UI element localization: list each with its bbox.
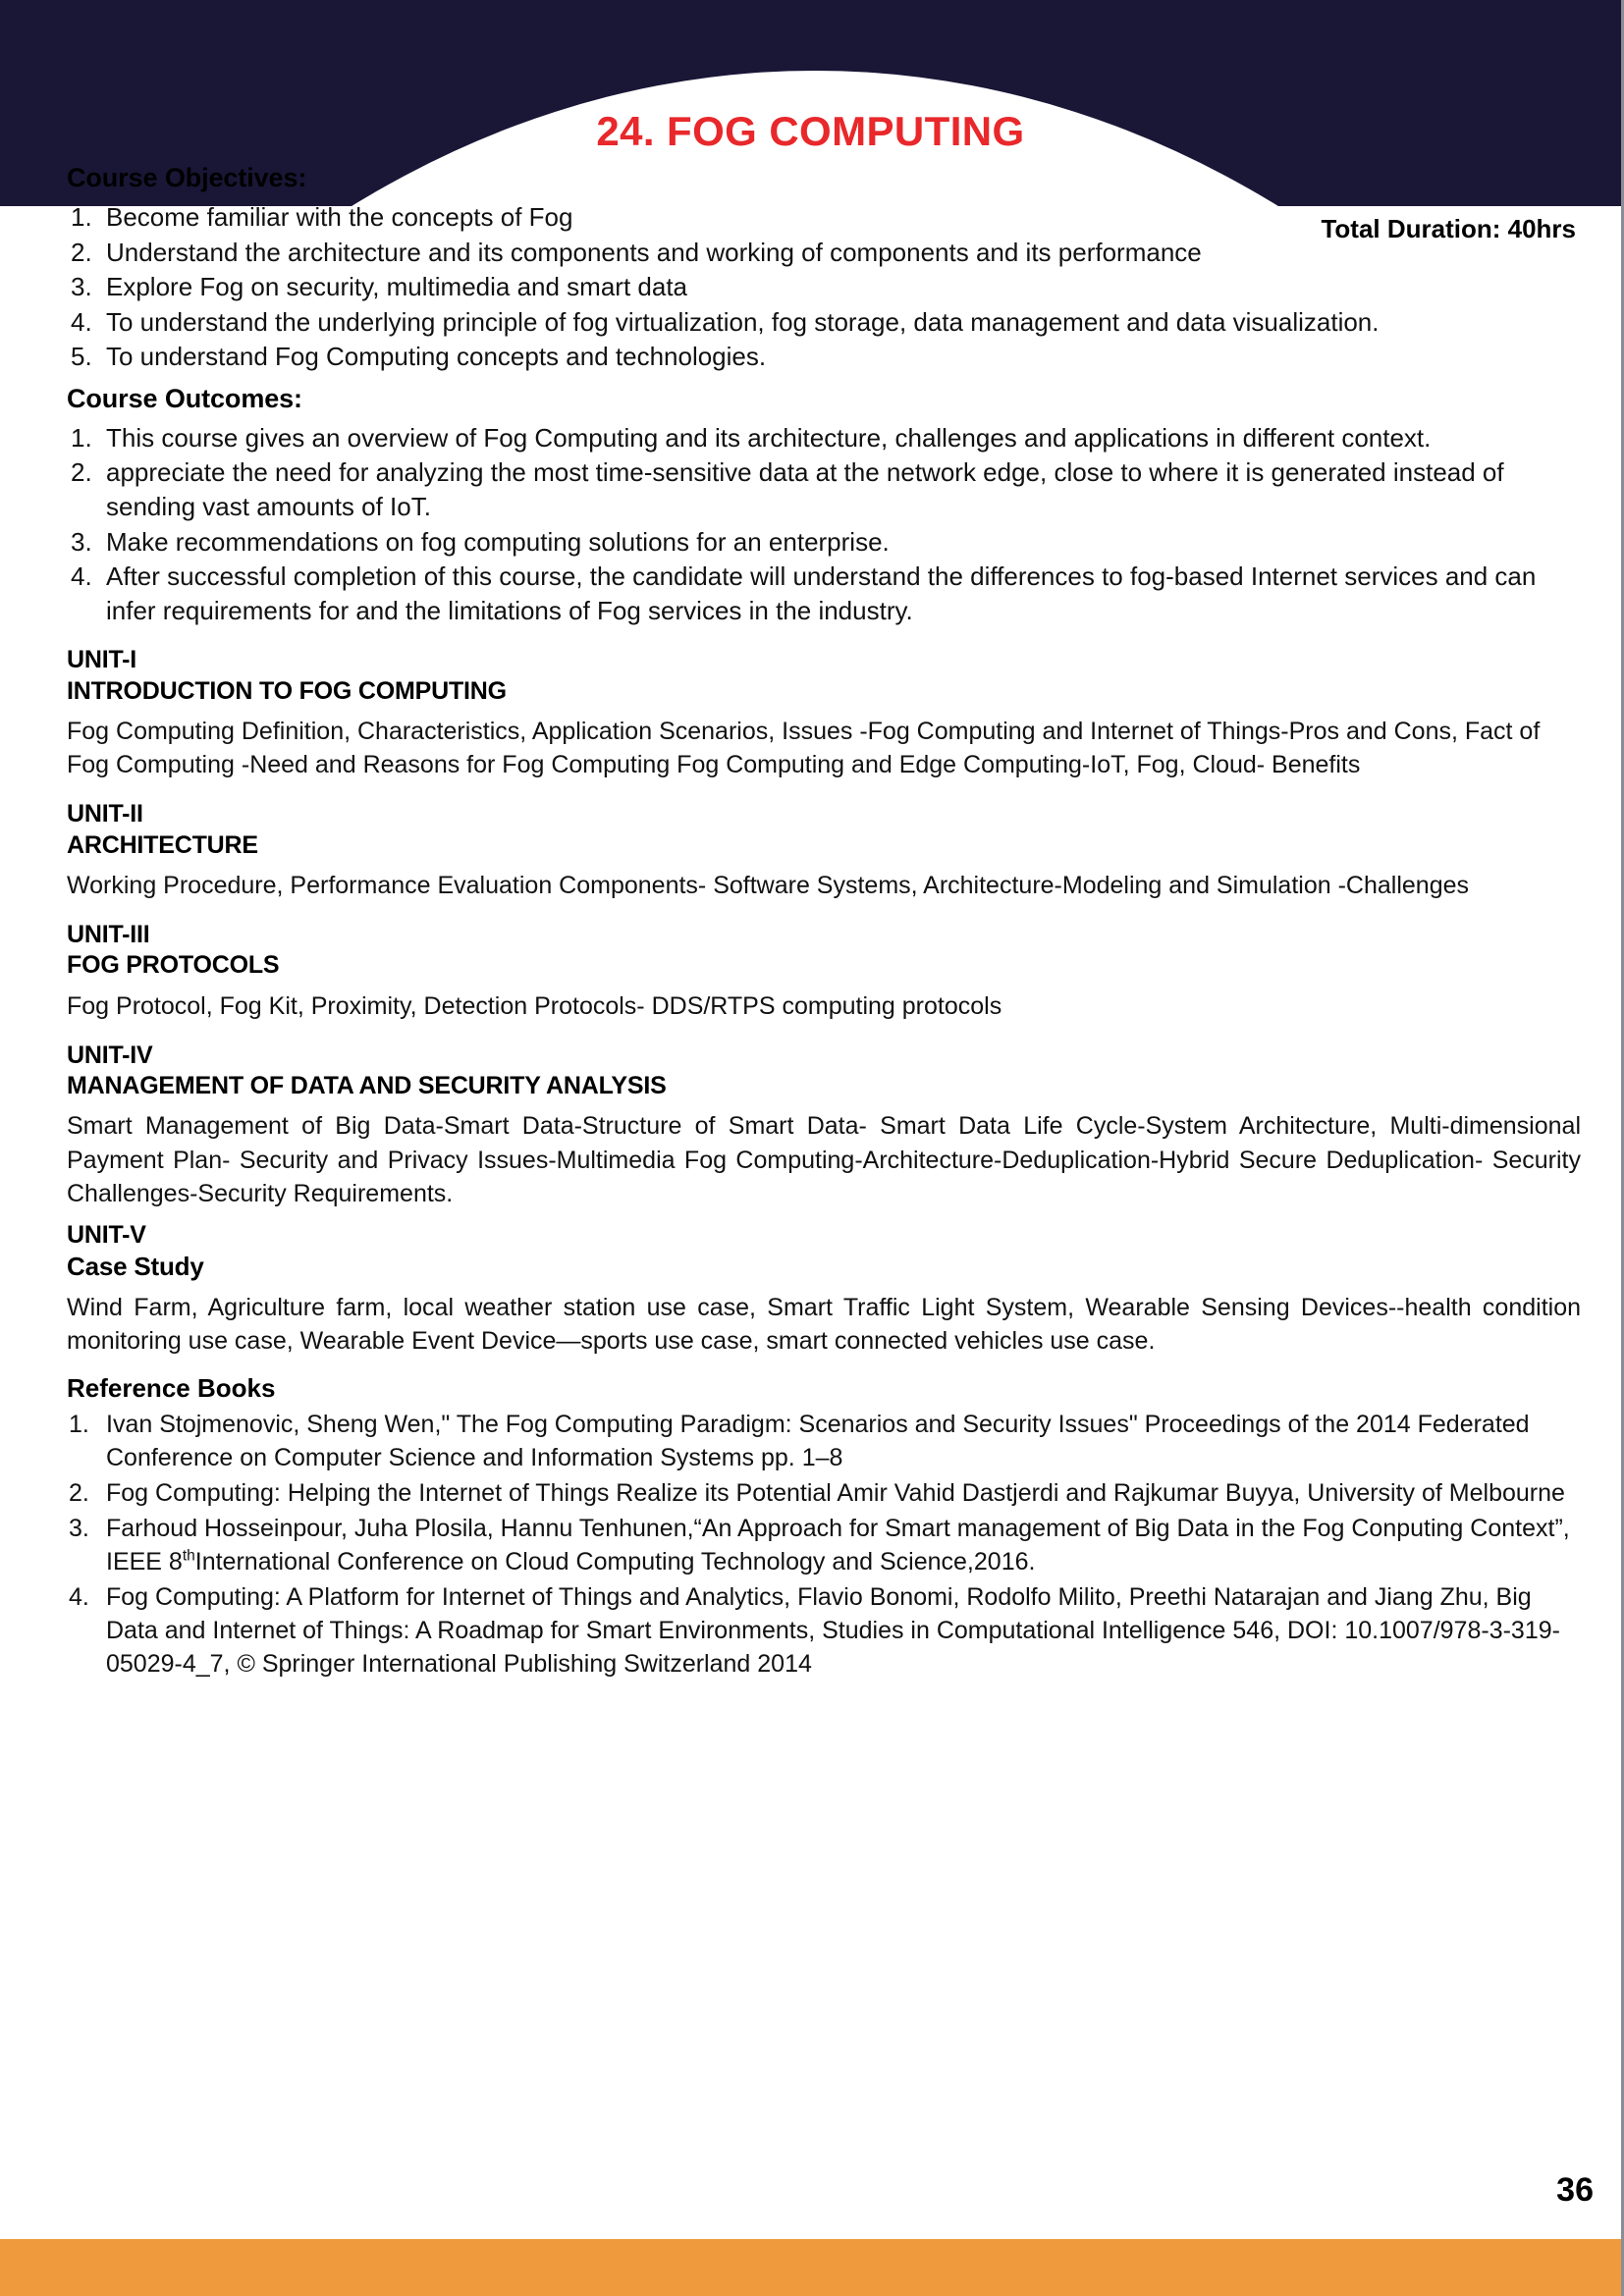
list-item-text: Ivan Stojmenovic, Sheng Wen," The Fog Computing Paradigm: Scenarios and Security Issues" Proceedings of the 2014 Federated Conference on Computer Science and Information Systems pp. 1–8 (106, 1411, 1530, 1472)
list-item-text: Understand the architecture and its components and working of components and its performance (106, 237, 1202, 267)
list-item (67, 200, 1581, 235)
unit-label: UNIT-I (67, 646, 137, 674)
list-item-number: 1. (69, 1411, 89, 1439)
unit-section-2 (67, 799, 1581, 902)
list-item (67, 236, 1581, 270)
list-item-text: To understand the underlying principle of fog virtualization, fog storage, data management and data visualization. (106, 306, 1380, 337)
list-item (67, 1408, 1581, 1474)
unit-body-text: Working Procedure, Performance Evaluation Components- Software Systems, Architecture-Modeling and Simulation -Challenges (67, 871, 1470, 899)
list-item (67, 340, 1581, 374)
unit-label: UNIT-III (67, 921, 150, 949)
list-item-number: 4. (71, 306, 92, 337)
total-duration-label: Total Duration: 40hrs (1321, 214, 1576, 243)
list-item (67, 455, 1581, 523)
list-item-text: To understand Fog Computing concepts and technologies. (106, 342, 767, 372)
unit-body-text: Wind Farm, Agriculture farm, local weather station use case, Smart Traffic Light System, Wearable Sensing Devices--health condition monitoring use case, Wearable Event Device—sports use case, smart connected vehicles use case. (67, 1293, 1581, 1356)
course-objectives-heading: Course Objectives: (67, 163, 307, 192)
unit-title: FOG PROTOCOLS (67, 951, 280, 980)
unit-label: UNIT-II (67, 800, 143, 828)
unit-title: Case Study (67, 1252, 204, 1282)
page-title: 24. FOG COMPUTING (596, 108, 1025, 154)
unit-title: INTRODUCTION TO FOG COMPUTING (67, 676, 507, 705)
unit-body-text: Smart Management of Big Data-Smart Data-Structure of Smart Data- Smart Data Life Cycle-System Architecture, Multi-dimensional Payment Plan- Security and Privacy Issues-Multimedia Fog Computing-Architecture-Deduplication-Hybrid Secure Deduplication- Security Challenges-Security Requirements. (67, 1112, 1581, 1207)
list-item (67, 560, 1581, 627)
list-item-text: Explore Fog on security, multimedia and smart data (106, 272, 688, 302)
list-item-number: 1. (71, 422, 92, 453)
unit-title: ARCHITECTURE (67, 830, 258, 859)
unit-section-4 (67, 1041, 1581, 1210)
list-item (67, 421, 1581, 455)
list-item-text-post: International Conference on Cloud Computing Technology and Science,2016. (194, 1548, 1036, 1576)
unit-label: UNIT-V (67, 1221, 146, 1250)
list-item-text: Fog Computing: A Platform for Internet of Things and Analytics, Flavio Bonomi, Rodolfo Milito, Preethi Natarajan and Jiang Zhu, Big Data and Internet of Things: A Roadmap for Smart Environments, Studies in Computational Intelligence 546, DOI: 10.1007/978-3-319-05029-4_7, © Springer International Publishing Switzerland 2014 (106, 1583, 1560, 1679)
footer-bar (0, 2239, 1621, 2296)
list-item-number: 3. (69, 1515, 89, 1543)
list-item-text-pre: Farhoud Hosseinpour, Juha Plosila, Hannu Tenhunen,“An Approach for Smart management of Big Data in the Fog Conputing Context”, IEEE 8 (106, 1515, 1570, 1576)
unit-body-text: Fog Computing Definition, Characteristics, Application Scenarios, Issues -Fog Computing and Internet of Things-Pros and Cons, Fact of Fog Computing -Need and Reasons for Fog Computing Fog Computing and Edge Computing-IoT, Fog, Cloud- Benefits (67, 717, 1541, 779)
page-content (67, 163, 1581, 1682)
course-outcomes-list (67, 421, 1581, 627)
list-item (67, 1476, 1581, 1510)
unit-title: MANAGEMENT OF DATA AND SECURITY ANALYSIS (67, 1072, 667, 1100)
list-item (67, 1512, 1581, 1578)
list-item-text: This course gives an overview of Fog Computing and its architecture, challenges and applications in different context. (106, 422, 1432, 453)
unit-section-1 (67, 645, 1581, 781)
list-item-number: 4. (71, 561, 92, 592)
list-item-number: 2. (71, 457, 92, 488)
list-item-number: 5. (71, 342, 92, 372)
list-item-number: 1. (71, 202, 92, 232)
list-item-number: 2. (69, 1479, 89, 1508)
list-item-number: 3. (71, 272, 92, 302)
list-item-text: Fog Computing: Helping the Internet of Things Realize its Potential Amir Vahid Dastjerdi and Rajkumar Buyya, University of Melbourne (106, 1479, 1565, 1508)
list-item-text: Make recommendations on fog computing solutions for an enterprise. (106, 526, 890, 557)
course-outcomes-heading: Course Outcomes: (67, 383, 302, 413)
course-objectives-list (67, 200, 1581, 374)
reference-books-list (67, 1408, 1581, 1681)
list-item-text: Become familiar with the concepts of Fog (106, 202, 573, 232)
page-number: 36 (1556, 2171, 1594, 2209)
list-item-number: 3. (71, 526, 92, 557)
list-item-number: 4. (69, 1583, 89, 1612)
list-item (67, 270, 1581, 304)
list-item-number: 2. (71, 237, 92, 267)
ordinal-suffix: th (182, 1548, 195, 1566)
list-item (67, 1580, 1581, 1681)
unit-section-3 (67, 920, 1581, 1023)
list-item (67, 305, 1581, 340)
unit-label: UNIT-IV (67, 1041, 153, 1069)
list-item-text: After successful completion of this course, the candidate will understand the differences to fog-based Internet services and can infer requirements for and the limitations of Fog services in the industry. (106, 561, 1537, 625)
reference-books-heading: Reference Books (67, 1373, 276, 1404)
list-item (67, 525, 1581, 560)
unit-section-5 (67, 1220, 1581, 1358)
unit-body-text: Fog Protocol, Fog Kit, Proximity, Detection Protocols- DDS/RTPS computing protocols (67, 991, 1002, 1020)
list-item-text: appreciate the need for analyzing the most time-sensitive data at the network edge, close to where it is generated instead of sending vast amounts of IoT. (106, 457, 1504, 522)
